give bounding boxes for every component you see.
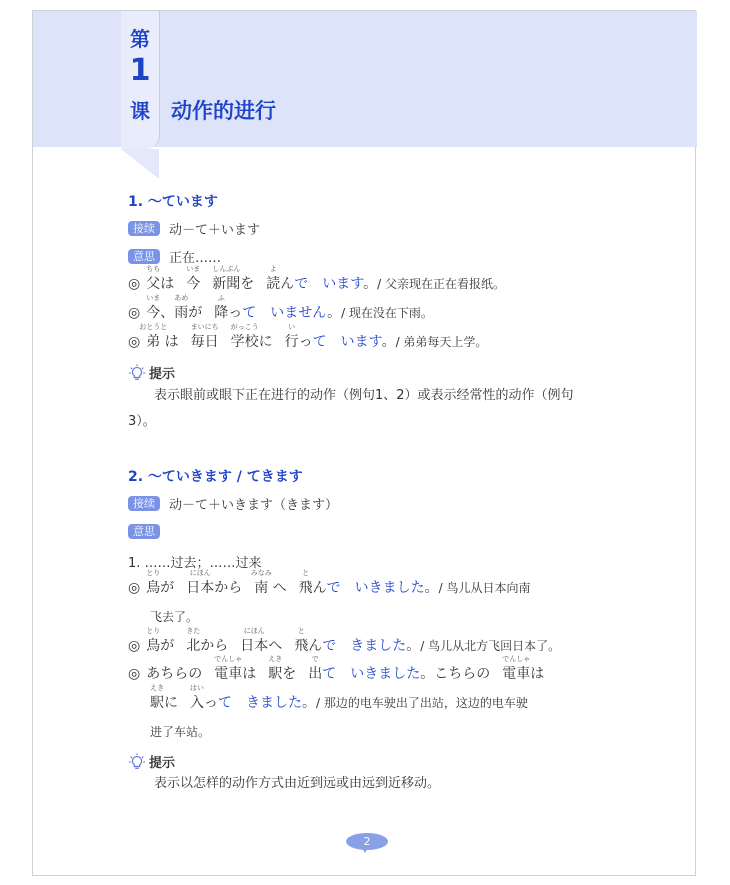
hint-text-1: 表示眼前或眼下正在进行的动作（例句1、2）或表示经常性的动作（例句3）。	[128, 388, 574, 429]
lightbulb-icon	[128, 364, 146, 382]
example-translation-cont: 进了车站。	[150, 725, 211, 739]
example-translation: / 现在没在下雨。	[341, 306, 433, 320]
sub-item-2: 1. ……过去；……过来	[128, 556, 262, 571]
example-translation: / 弟弟每天上学。	[395, 335, 488, 349]
hint-1	[128, 363, 175, 382]
example-1-1: ◎ ちち 父は いま 今 しんぶん 新聞を よ 読んで います。/ 父亲现在正在看报纸。	[128, 265, 505, 292]
example-translation: / 父亲现在正在看报纸。	[377, 277, 505, 291]
page-number-tail	[362, 848, 368, 853]
usage-text-1: 动－て＋います	[169, 223, 261, 238]
example-2-3: ◎ あちらの でんしゃ 電車は えき 駅を で 出て いきました。こちらの でんしゃ 電車は	[128, 655, 545, 682]
lesson-number: 1	[129, 53, 151, 88]
example-2-3-line2: えき 駅に はい 入って きました。/ 那边的电车驶出了出站，这边的电车驶	[150, 684, 528, 711]
tag-meaning-2: 意思	[128, 524, 160, 539]
page-number: 2	[346, 833, 388, 850]
lesson-tab-fold	[121, 149, 159, 179]
example-2-3-cont	[150, 722, 210, 742]
tag-usage-2: 接续	[128, 496, 160, 511]
example-translation: / 鸟儿从北方飞回日本了。	[420, 639, 561, 653]
example-mark: ◎	[128, 580, 141, 596]
lesson-title: 动作的进行	[171, 99, 276, 123]
lesson-label-bottom: 课	[130, 99, 150, 123]
usage-text-2: 动－て＋いきます（きます）	[169, 498, 339, 513]
example-mark: ◎	[128, 638, 141, 654]
tag-meaning-1: 意思	[128, 249, 160, 264]
example-mark: ◎	[128, 276, 141, 292]
hint-text-2: 表示以怎样的动作方式由近到远或由远到近移动。	[154, 776, 441, 791]
example-2-2: ◎ とり 鳥が きた 北から にほん 日本へ と 飛んで きました。/ 鸟儿从北方飞回日本了。	[128, 627, 561, 654]
section-2-title: 2. ～ていきます / てきます	[128, 469, 303, 485]
hint-2	[128, 752, 175, 771]
lesson-label-top: 第	[130, 27, 150, 51]
hint-label-1: 提示	[149, 367, 176, 382]
meaning-text-1: 正在……	[169, 251, 222, 266]
example-translation-cont: 飞去了。	[150, 610, 199, 624]
lightbulb-icon	[128, 753, 146, 771]
example-2-1-cont	[150, 607, 198, 627]
example-mark: ◎	[128, 666, 141, 682]
section-1-title: 1. ～ています	[128, 194, 218, 210]
example-translation: / 那边的电车驶出了出站，这边的电车驶	[316, 696, 528, 710]
tag-usage-1: 接续	[128, 221, 160, 236]
example-mark: ◎	[128, 305, 141, 321]
example-1-2: ◎ いま 今、 あめ 雨が ふ 降って いません。/ 现在没在下雨。	[128, 294, 433, 321]
hint-label-2: 提示	[149, 756, 176, 771]
document-page	[32, 10, 696, 876]
example-1-3: ◎ おとうと 弟 は まいにち 毎日 がっこう 学校に い 行って います。/ 弟弟每天上学。	[128, 323, 488, 350]
example-2-1: ◎ とり 鳥が にほん 日本から みなみ 南 へ と 飛んで いきました。/ 鸟儿从日本向南	[128, 569, 531, 596]
example-translation: / 鸟儿从日本向南	[438, 581, 531, 595]
example-mark: ◎	[128, 334, 141, 350]
